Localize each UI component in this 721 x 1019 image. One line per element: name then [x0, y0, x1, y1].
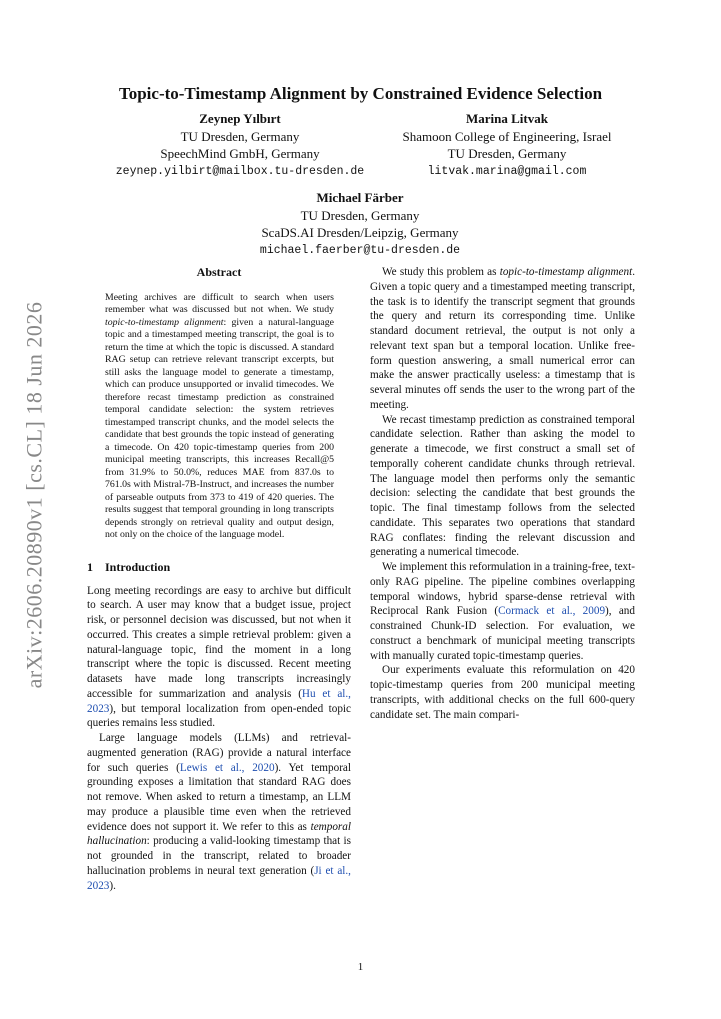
paragraph-text: Long meeting recordings are easy to archive but difficult to search. A user may know that a budget issue, project risk, or personnel decision was discussed, but not when it occurred. This creates a simple retrieval problem: given a natural-language topic, find the moment in a long transcript where the topic is discussed. Recent meeting datasets have made long transcripts increasingly accessible for summarization and analysis ( [87, 584, 351, 700]
arxiv-stamp-text: arXiv:2606.20890v1 [cs.CL] 18 Jun 2026 [21, 301, 47, 689]
author-email[interactable]: zeynep.yilbirt@mailbox.tu-dresden.de [115, 164, 365, 178]
paragraph-text: We study this problem as [382, 266, 500, 278]
section-number: 1 [87, 559, 93, 574]
author-email[interactable]: litvak.marina@gmail.com [427, 164, 587, 178]
paper-title: Topic-to-Timestamp Alignment by Constrained Evidence Selection [118, 84, 603, 103]
author-block-2 [362, 110, 652, 180]
paragraph-text: ). [109, 879, 116, 892]
citation-link[interactable]: Cormack et al., 2009 [498, 605, 606, 618]
author-email[interactable]: michael.faerber@tu-dresden.de [259, 243, 461, 257]
author-affiliation: TU Dresden, Germany [447, 146, 567, 161]
author-block-3 [210, 189, 510, 259]
author-block-1 [100, 110, 380, 180]
page-number: 1 [357, 961, 364, 973]
paragraph-text: We implement this reformulation in a training-free, text-only RAG pipeline. The pipeline combines overlapping temporal windows, hybrid sparse-dense retrieval with Reciprocal Rank Fusion ( [370, 561, 635, 618]
paragraph-5 [370, 560, 635, 663]
author-name: Marina Litvak [466, 111, 548, 126]
paragraph-2 [87, 731, 351, 893]
abstract-text-part: Meeting archives are difficult to search when users remember what was discussed but not when. We study [105, 291, 334, 316]
paragraph-text: ). Yet temporal grounding exposes a limitation that standard RAG does not remove. When asked to return a timestamp, an LLM may produce a plausible time even when the retrieved evidence does not support it. We refer to this as [87, 761, 351, 833]
author-affiliation: TU Dresden, Germany [180, 128, 300, 144]
abstract-heading: Abstract [196, 265, 242, 279]
section-heading-introduction [87, 560, 351, 575]
section-title: Introduction [105, 559, 171, 574]
citation-link[interactable]: Hu et al., 2023 [87, 687, 351, 715]
paragraph-emphasis: temporal hallucination [87, 820, 351, 848]
abstract-emphasis: topic-to-timestamp alignment [105, 316, 224, 328]
paragraph-text: . Given a topic query and a timestamped meeting transcript, the task is to identify the transcript segment that grounds the query and return its corresponding time. Unlike standard document retrieval, the output is not only a relevant text span but a temporal location. Unlike free-form question answering, a small numerical error can make the answer practically useless: a timestamp that is several minutes off sends the user to the wrong part of the meeting. [370, 266, 635, 411]
citation-link[interactable]: Lewis et al., 2020 [179, 761, 275, 774]
paragraph-1 [87, 584, 351, 732]
author-affiliation: ScaDS.AI Dresden/Leipzig, Germany [261, 225, 459, 240]
paragraph-text: ), but temporal localization from open-ended topic queries remains less studied. [87, 702, 351, 730]
abstract-text-part: : given a natural-language topic and a timestamped meeting transcript, the goal is to return the time at which the topic is discussed. A standard RAG setup can retrieve relevant transcript excerpts, but still asks the language model to generate a timestamp, which can produce unsupported or invalid timecodes. We therefore recast timestamp prediction as constrained temporal candidate selection: the system retrieves timestamped transcript chunks, and the model selects the candidate that best grounds the topic instead of generating a timecode. On 420 topic-timestamp queries from 200 municipal meeting transcripts, this increases Recall@5 from 31.9% to 50.0%, reduces MAE from 837.0s to 761.0s with Mistral-7B-Instruct, and increases the number of parseable outputs from 373 to 419 of 420 queries. The results suggest that temporal grounding in long transcripts depends strongly on retrieval quality and output design, not only on the choice of the language model. [105, 316, 334, 541]
left-column [87, 265, 351, 893]
arxiv-stamp [14, 300, 54, 690]
right-column [370, 265, 635, 722]
author-affiliation: TU Dresden, Germany [300, 207, 420, 223]
author-affiliation: Shamoon College of Engineering, Israel [402, 128, 612, 144]
author-name: Michael Färber [316, 190, 404, 205]
author-name: Zeynep Yılbırt [199, 111, 281, 126]
author-affiliation: SpeechMind GmbH, Germany [160, 146, 320, 161]
paragraph-emphasis: topic-to-timestamp alignment [499, 266, 633, 278]
abstract-text [105, 292, 334, 542]
paragraph-text: Large language models (LLMs) and retrieval-augmented generation (RAG) provide a natural interface for such queries ( [87, 732, 351, 774]
citation-link[interactable]: Ji et al., 2023 [87, 864, 351, 892]
paragraph-text: : producing a valid-looking timestamp that is not grounded in the transcript, related to broader hallucination problems in neural text generation ( [87, 835, 351, 877]
paragraph-6: Our experiments evaluate this reformulation on 420 topic-timestamp queries from 200 municipal meeting transcripts, with additional checks on the full 600-query candidate set. The main compari- [370, 664, 635, 721]
paragraph-3 [370, 265, 635, 413]
paragraph-4: We recast timestamp prediction as constrained temporal candidate selection. Rather than asking the model to generate a timecode, we first construct a small set of temporally coherent candidate chunks through retrieval. The language model then performs only the semantic decision: selecting the candidate that best grounds the topic. The final timestamp follows from the selected candidate. This separates two operations that standard RAG conflates: finding the relevant discussion and generating a numerical timecode. [370, 413, 635, 559]
paragraph-text: ), and constrained Chunk-ID selection. For evaluation, we construct a benchmark of municipal meeting transcripts with manually curated topic-timestamp queries. [370, 605, 635, 662]
